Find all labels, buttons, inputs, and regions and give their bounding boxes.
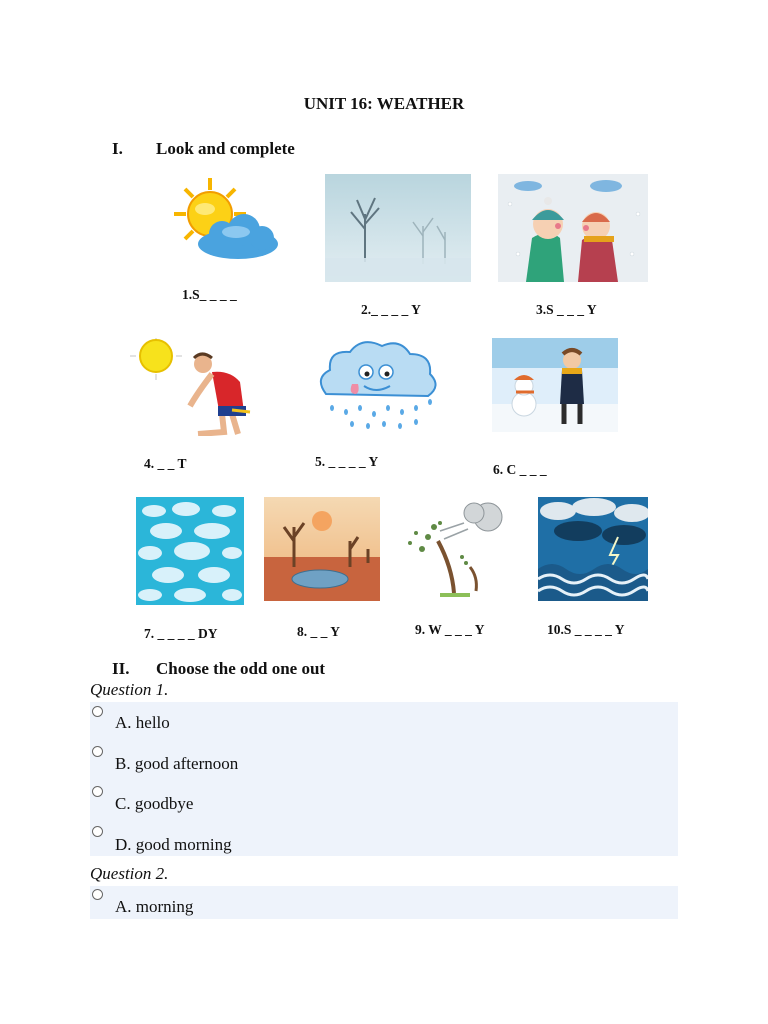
hot-sun-man-icon (128, 336, 252, 436)
caption-6: 6. C _ _ _ (493, 462, 547, 477)
caption-5: 5. _ _ _ _ Y (315, 454, 379, 469)
question-1-label: Question 1. (90, 680, 169, 699)
option-q1-a[interactable]: A. hello (115, 713, 170, 732)
caption-8: 8. _ _ Y (297, 624, 340, 639)
caption-10: 10.S _ _ _ _ Y (547, 622, 625, 637)
dry-desert-icon (264, 497, 380, 601)
caption-4: 4. _ _ T (144, 456, 187, 471)
option-q1-b[interactable]: B. good afternoon (115, 754, 239, 773)
caption-7: 7. _ _ _ _ DY (144, 626, 218, 641)
question-2-label: Question 2. (90, 864, 169, 883)
sun-cloud-icon (150, 174, 282, 266)
section-1-heading (112, 139, 295, 159)
radio-q1-d[interactable] (92, 826, 103, 837)
option-q1-d[interactable]: D. good morning (115, 835, 232, 854)
stormy-sea-icon (538, 497, 648, 601)
caption-1: 1.S_ _ _ _ (182, 287, 237, 302)
radio-q1-c[interactable] (92, 786, 103, 797)
rain-cloud-icon (312, 336, 444, 436)
radio-q1-a[interactable] (92, 706, 103, 717)
section-2-title: Choose the odd one out (156, 659, 326, 678)
option-q1-c[interactable]: C. goodbye (115, 794, 194, 813)
caption-9: 9. W _ _ _ Y (415, 622, 485, 637)
cloudy-sky-icon (136, 497, 244, 605)
foggy-trees-icon (325, 174, 471, 282)
question-1-options-panel (90, 702, 678, 856)
section-2-number: II. (112, 659, 130, 678)
caption-3: 3.S _ _ _ Y (536, 302, 597, 317)
section-1-number: I. (112, 139, 123, 158)
option-q2-a[interactable]: A. morning (115, 897, 194, 916)
section-1-title: Look and complete (156, 139, 295, 158)
windy-tree-icon (404, 497, 510, 601)
snowy-kids-icon (498, 174, 648, 282)
cold-snowman-icon (492, 338, 618, 432)
caption-2: 2._ _ _ _ Y (361, 302, 421, 317)
section-2-heading (112, 659, 325, 679)
page-title: UNIT 16: WEATHER (303, 94, 465, 113)
radio-q1-b[interactable] (92, 746, 103, 757)
radio-q2-a[interactable] (92, 889, 103, 900)
